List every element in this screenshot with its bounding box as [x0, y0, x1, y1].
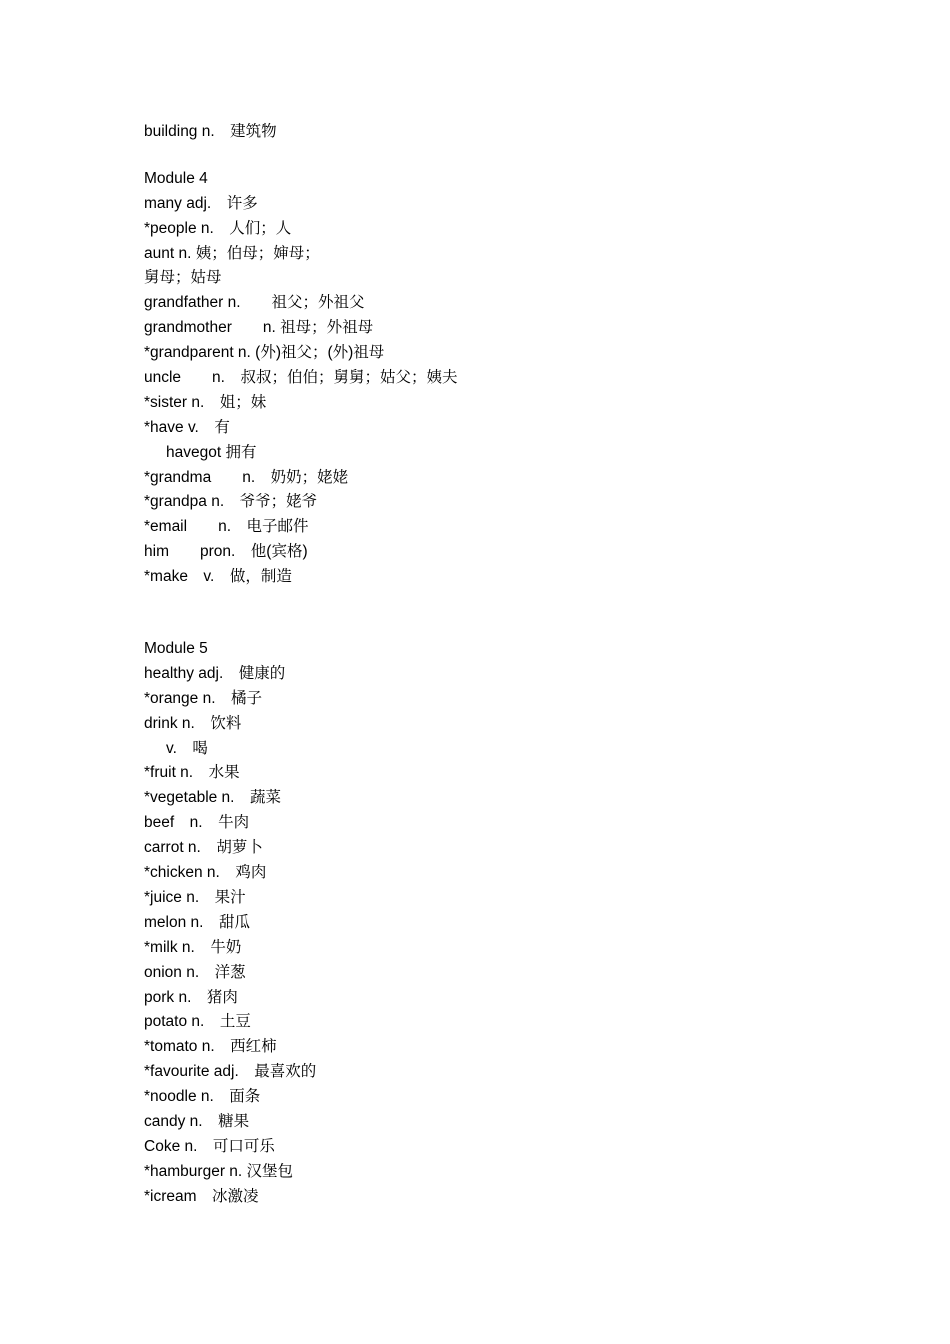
- vocab-entry: *make v. 做，制造: [144, 568, 292, 586]
- vocab-entry: melon n. 甜瓜: [144, 913, 250, 931]
- vocab-entry: *tomato n. 西红柿: [144, 1038, 277, 1056]
- vocab-entry: *people n. 人们；人: [144, 219, 292, 237]
- vocab-entry-continuation: 舅母；姑母: [144, 269, 222, 287]
- spacer: [144, 590, 844, 637]
- vocab-entry: potato n. 土豆: [144, 1013, 251, 1031]
- vocab-entry: *email n. 电子邮件: [144, 518, 309, 536]
- spacer: [144, 145, 844, 167]
- document-page: [144, 120, 844, 1210]
- vocab-entry: carrot n. 胡萝卜: [144, 839, 263, 857]
- vocab-entry: him pron. 他(宾格): [144, 543, 308, 561]
- module-4-heading: Module 4: [144, 169, 208, 187]
- vocab-entry: onion n. 洋葱: [144, 963, 246, 981]
- module-5-heading: Module 5: [144, 640, 208, 658]
- vocab-entry: *favourite adj. 最喜欢的: [144, 1063, 317, 1081]
- vocab-entry: pork n. 猪肉: [144, 988, 238, 1006]
- vocab-entry: healthy adj. 健康的: [144, 664, 286, 682]
- vocab-entry: many adj. 许多: [144, 194, 258, 212]
- vocab-entry-building: building n. 建筑物: [144, 123, 277, 140]
- vocab-entry: grandmother n. 祖母；外祖母: [144, 319, 374, 337]
- vocab-entry: *grandparent n. (外)祖父；(外)祖母: [144, 344, 385, 362]
- vocab-entry: aunt n. 姨；伯母；婶母；: [144, 244, 320, 262]
- vocab-entry: *vegetable n. 蔬菜: [144, 789, 281, 807]
- vocab-entry: candy n. 糖果: [144, 1112, 250, 1130]
- vocab-entry: drink n. 饮料: [144, 714, 242, 732]
- vocab-entry: *have v. 有: [144, 418, 230, 436]
- vocab-entry: *juice n. 果汁: [144, 888, 246, 906]
- vocab-entry: beef n. 牛肉: [144, 814, 250, 832]
- vocab-entry: *icream 冰激凌: [144, 1187, 259, 1205]
- vocab-entry: *fruit n. 水果: [144, 764, 240, 782]
- vocab-entry: grandfather n. 祖父；外祖父: [144, 294, 365, 312]
- vocab-entry: *hamburger n. 汉堡包: [144, 1162, 294, 1180]
- vocab-entry: *noodle n. 面条: [144, 1088, 261, 1106]
- vocab-entry: *orange n. 橘子: [144, 689, 263, 707]
- vocab-entry: uncle n. 叔叔；伯伯；舅舅；姑父；姨夫: [144, 369, 458, 387]
- vocab-entry: *sister n. 姐；妹: [144, 393, 267, 411]
- vocab-sub-entry: v. 喝: [166, 739, 208, 757]
- vocab-entry: *grandma n. 奶奶；姥姥: [144, 468, 349, 486]
- vocab-entry: *grandpa n. 爷爷；姥爷: [144, 493, 318, 511]
- vocab-sub-entry: havegot 拥有: [166, 443, 257, 461]
- vocab-entry: *chicken n. 鸡肉: [144, 864, 267, 882]
- vocab-entry: Coke n. 可口可乐: [144, 1137, 275, 1155]
- vocab-entry: *milk n. 牛奶: [144, 938, 242, 956]
